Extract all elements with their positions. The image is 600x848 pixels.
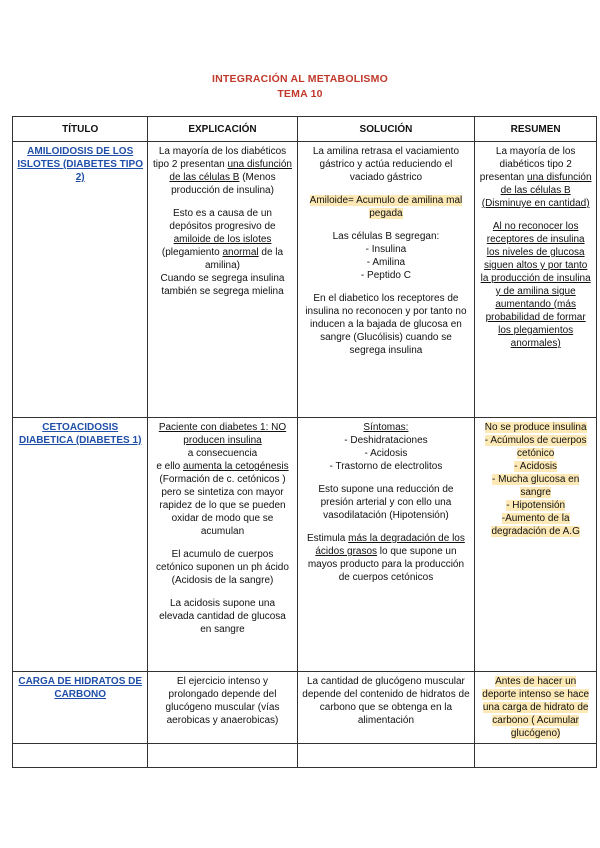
text: El ejercicio intenso y prolongado depende del glucógeno muscular (vías aerobicas y anaerobicas) [165, 676, 280, 726]
highlighted-text: No se produce insulina [484, 422, 587, 433]
column-header-resumen: RESUMEN [475, 117, 597, 142]
text: (Formación de c. cetónicos ) pero se sintetiza con mayor rapidez de lo que se pueden oxidar de modo que se acumulan [159, 474, 286, 537]
text: La cantidad de glucógeno muscular depende del contenido de hidratos de carbono que se obtenga en la alimentación [302, 676, 470, 726]
list-item: - Insulina [365, 244, 407, 255]
text: (plegamiento [161, 247, 223, 258]
text: lo que supone un mayos producto para la producción de cuerpos cetónicos [307, 546, 465, 583]
underlined-text: una disfunción de las células B (Disminuye en cantidad) [481, 172, 592, 209]
highlighted-text: Antes de hacer un deporte intenso se hace una carga de hidrato de carbono ( Acumular glucógeno) [482, 676, 590, 739]
text: (Menos producción de insulina) [171, 172, 276, 196]
list-item: - Acidosis [364, 448, 408, 459]
highlighted-text: -Aumento de la degradación de A.G [491, 513, 580, 537]
topic-link[interactable]: AMILOIDOSIS DE LOS ISLOTES (DIABETES TIPO 2) [17, 146, 143, 183]
cell-solution [297, 142, 475, 418]
underlined-text: una disfunción de las células B [169, 159, 292, 183]
empty-cell [297, 744, 475, 768]
column-header-explicacion: EXPLICACIÓN [148, 117, 297, 142]
list-item: - Amilina [366, 257, 406, 268]
table-row [13, 142, 597, 418]
summary-table [12, 116, 597, 768]
underlined-text: anormal [222, 247, 259, 258]
text: a consecuencia [187, 448, 258, 459]
topic-link[interactable]: CETOACIDOSIS DIABETICA (DIABETES 1) [18, 422, 142, 446]
highlighted-text: Amiloide= Acumulo de amilina mal pegada [309, 195, 463, 219]
underlined-text: amiloide de los islotes [173, 234, 272, 245]
underlined-text: Al no reconocer los receptores de insulina los niveles de glucosa siguen altos y por tanto la producción de insulina y de amilina sigue aumentando (más probabilidad de formar los plegamientos anormales) [480, 221, 591, 349]
empty-cell [148, 744, 297, 768]
text: La mayoría de los diabéticos tipo 2 presentan [152, 146, 287, 170]
underlined-text: Síntomas: [363, 422, 409, 433]
cell-title [13, 672, 148, 744]
highlighted-text: - Acúmulos de cuerpos cetónico [484, 435, 587, 459]
cell-solution [297, 418, 475, 672]
table-row [13, 672, 597, 744]
text: La acidosis supone una elevada cantidad de glucosa en sangre [159, 598, 286, 635]
column-header-titulo: TÍTULO [13, 117, 148, 142]
empty-cell [475, 744, 597, 768]
highlighted-text: - Acidosis [514, 461, 558, 472]
cell-title [13, 142, 148, 418]
cell-summary [475, 672, 597, 744]
document-title: INTEGRACIÓN AL METABOLISMO [212, 73, 388, 85]
text: La mayoría de los diabéticos tipo 2 presentan [479, 146, 576, 183]
cell-summary [475, 142, 597, 418]
text: e ello [156, 461, 184, 472]
topic-link[interactable]: CARGA DE HIDRATOS DE CARBONO [18, 676, 143, 700]
cell-solution [297, 672, 475, 744]
list-item: - Trastorno de electrolitos [329, 461, 443, 472]
cell-explanation [148, 672, 297, 744]
text: Las células B segregan: [332, 231, 440, 242]
document-subtitle: TEMA 10 [277, 88, 323, 100]
list-item: - Peptido C [360, 270, 411, 281]
text: El acumulo de cuerpos cetónico suponen un ph ácido (Acidosis de la sangre) [156, 549, 289, 586]
empty-cell [13, 744, 148, 768]
underlined-text: aumenta la cetogénesis [183, 461, 289, 472]
highlighted-text: - Hipotensión [506, 500, 566, 511]
cell-explanation [148, 142, 297, 418]
header-row [13, 117, 597, 142]
cell-summary [475, 418, 597, 672]
underlined-text: más la degradación de los ácidos grasos [315, 533, 465, 557]
table-row [13, 418, 597, 672]
column-header-solucion: SOLUCIÓN [297, 117, 475, 142]
text: Estimula [307, 533, 349, 544]
text: Esto es a causa de un depósitos progresivo de [169, 208, 276, 232]
text: Esto supone una reducción de presión arterial y con ello una vasodilatación (Hipotensión) [318, 484, 454, 521]
highlighted-text: - Mucha glucosa en sangre [492, 474, 580, 498]
text: Cuando se segrega insulina también se segrega mielina [160, 273, 285, 297]
cell-explanation [148, 418, 297, 672]
text: En el diabetico los receptores de insulina no reconocen y por tanto no inducen a la bajada de glucosa en sangre (Glucólisis) cuando se segrega insulina [305, 293, 467, 356]
list-item: - Deshidrataciones [344, 435, 428, 446]
text: La amilina retrasa el vaciamiento gástrico y actúa reduciendo el vaciado gástrico [312, 146, 460, 183]
empty-row [13, 744, 597, 768]
cell-title [13, 418, 148, 672]
underlined-text: Paciente con diabetes 1: NO producen insulina [158, 422, 287, 446]
text: de la amilina) [204, 247, 284, 271]
